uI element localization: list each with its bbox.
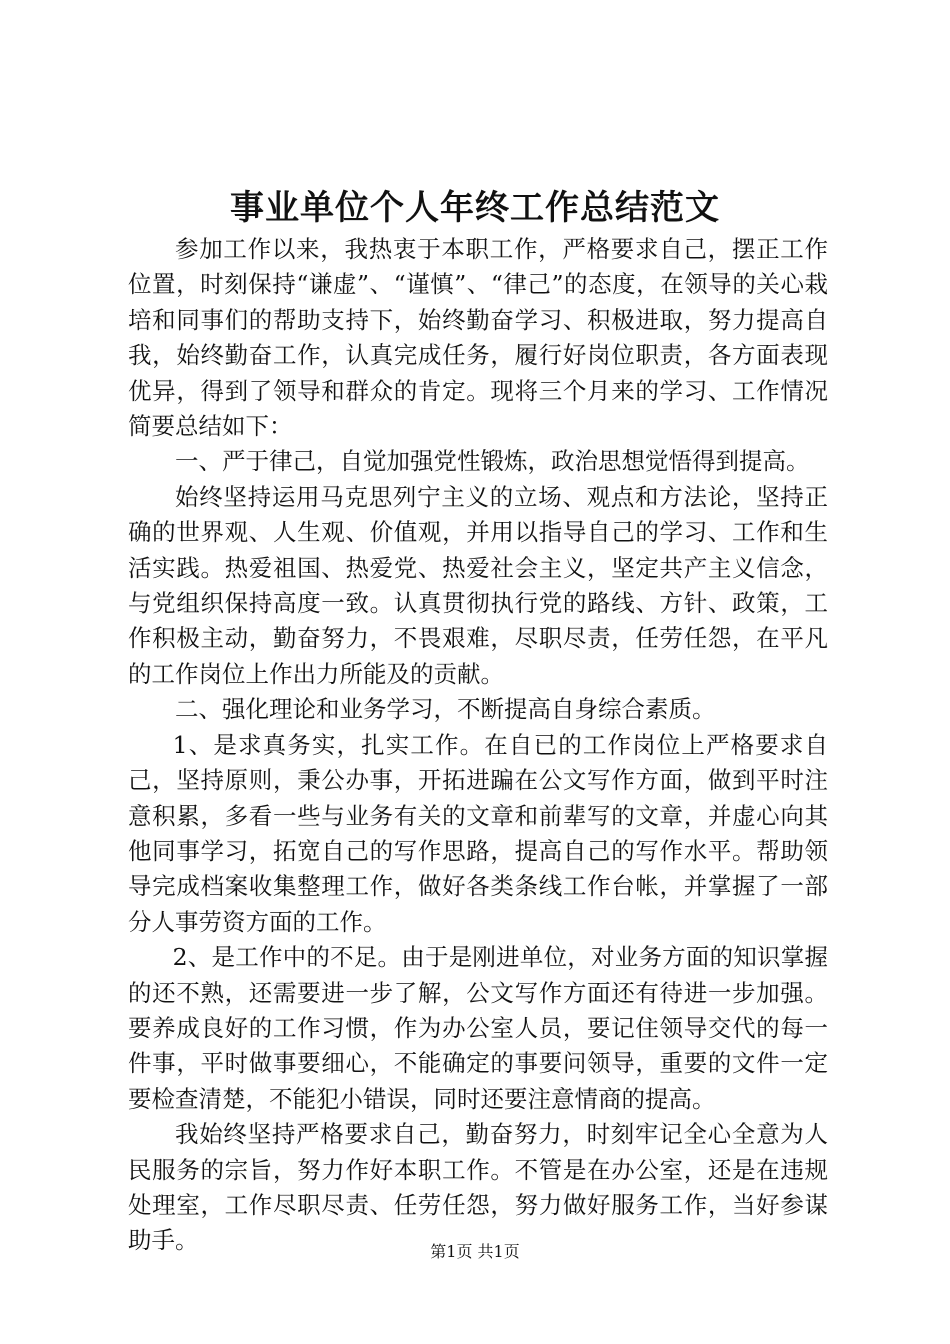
document-title: 事业单位个人年终工作总结范文 — [230, 188, 720, 228]
paragraph-item-two: 2、是工作中的不足。由于是刚进单位，对业务方面的知识掌握的还不熟，还需要进一步了解，公文写作方面还有待进一步加强。要养成良好的工作习惯，作为办公室人员，要记住领导交代的每一件事，平时做事要细心，不能确定的事要问领导，重要的文件一定要检查清楚，不能犯小错误，同时还要注意情商的提高。 — [128, 943, 828, 1113]
page-footer: 第1页 共1页 — [430, 1242, 520, 1261]
paragraph-conclusion: 我始终坚持严格要求自己，勤奋努力，时刻牢记全心全意为人民服务的宗旨，努力作好本职工作。不管是在办公室，还是在违规处理室，工作尽职尽责、任劳任怨，努力做好服务工作，当好参谋助手。 — [128, 1120, 828, 1255]
document-body — [128, 232, 828, 1259]
paragraph-item-one: 1、是求真务实，扎实工作。在自已的工作岗位上严格要求自己，坚持原则，秉公办事，开拓进蹁在公文写作方面，做到平时注意积累，多看一些与业务有关的文章和前辈写的文章，并虚心向其他同事学习，拓宽自己的写作思路，提高自己的写作水平。帮助领导完成档案收集整理工作，做好各类条线工作台帐，并掌握了一部分人事劳资方面的工作。 — [128, 730, 828, 936]
heading-section-two: 二、强化理论和业务学习，不断提高自身综合素质。 — [175, 695, 716, 724]
heading-section-one: 一、严于律己，自觉加强党性锻炼，政治思想觉悟得到提高。 — [175, 447, 810, 476]
paragraph-section-one: 始终坚持运用马克思列宁主义的立场、观点和方法论，坚持正确的世界观、人生观、价值观，并用以指导自己的学习、工作和生活实践。热爱祖国、热爱党、热爱社会主义，坚定共产主义信念，与党组织保持高度一致。认真贯彻执行党的路线、方针、政策，工作积极主动，勤奋努力，不畏艰难，尽职尽责，任劳任怨，在平凡的工作岗位上作出力所能及的贡献。 — [128, 482, 828, 688]
paragraph-intro: 参加工作以来，我热衷于本职工作，严格要求自己，摆正工作位置，时刻保持“谦虚”、“谨慎”、“律己”的态度，在领导的关心栽培和同事们的帮助支持下，始终勤奋学习、积极进取，努力提高自我，始终勤奋工作，认真完成任务，履行好岗位职责，各方面表现优异，得到了领导和群众的肯定。现将三个月来的学习、工作情况简要总结如下： — [128, 235, 828, 441]
